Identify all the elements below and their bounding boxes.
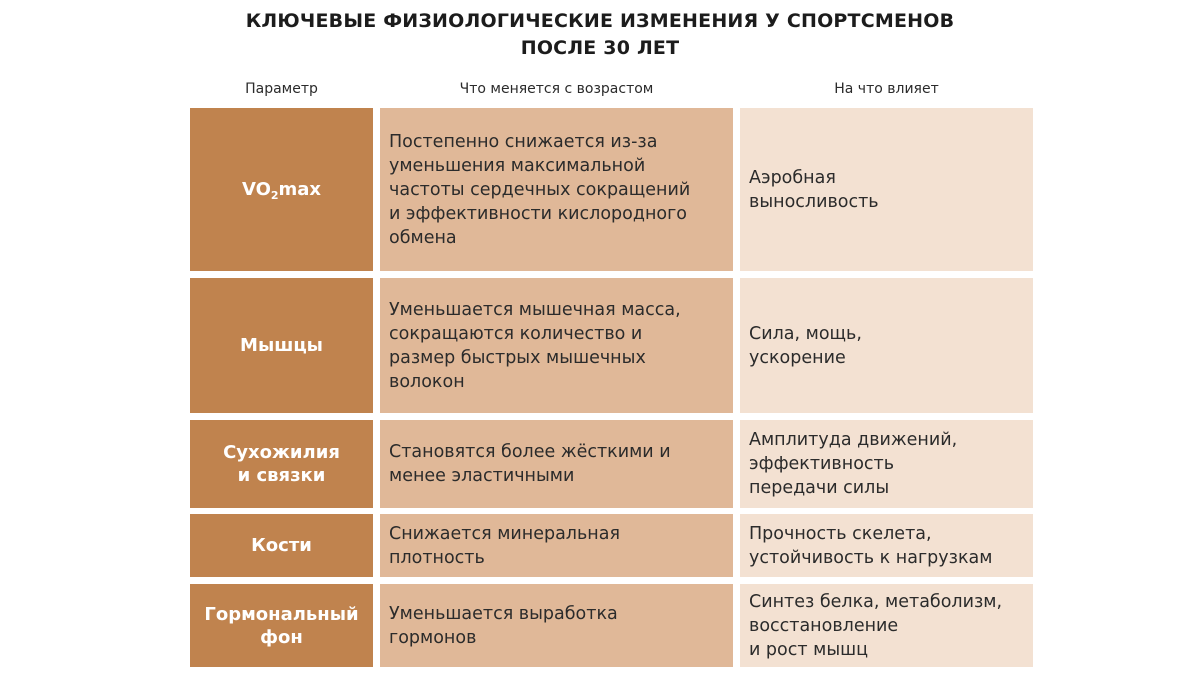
column-header-effect: На что влияет — [834, 81, 939, 97]
row-3-param-cell — [190, 420, 373, 508]
row-3-change-text: Становятся более жёсткими и менее эластичными — [389, 442, 671, 486]
row-2-param-cell — [190, 278, 373, 413]
row-5-change-text: Уменьшается выработка гормонов — [389, 603, 618, 648]
row-1-effect-text: Аэробная выносливость — [749, 167, 879, 212]
row-4-param-label: Кости — [251, 535, 312, 556]
page-title — [0, 8, 1200, 62]
row-4-effect-text: Прочность скелета, устойчивость к нагрузкам — [749, 523, 993, 568]
row-1-param-tail: max — [278, 179, 322, 200]
row-4-effect-cell — [740, 514, 1033, 577]
row-3-param-label: Сухожилия и связки — [223, 442, 340, 486]
row-5-effect-text: Синтез белка, метаболизм, восстановление и рост мышц — [749, 591, 1003, 660]
row-3-effect-cell — [740, 420, 1033, 508]
column-header-param: Параметр — [245, 81, 318, 97]
row-1-effect-cell — [740, 108, 1033, 271]
row-5-effect-cell — [740, 584, 1033, 667]
row-5-change-cell — [380, 584, 733, 667]
row-5-param-label: Гормональный фон — [204, 603, 359, 648]
row-1-param-main: VO — [241, 179, 271, 200]
column-header-change: Что меняется с возрастом — [459, 81, 654, 97]
row-1-param-subscript: 2 — [270, 189, 279, 202]
row-2-effect-text: Сила, мощь, ускорение — [749, 323, 862, 368]
row-1-change-cell — [380, 108, 733, 271]
row-5-param-cell — [190, 584, 373, 667]
row-1-param-cell — [190, 108, 373, 271]
title-line-1: КЛЮЧЕВЫЕ ФИЗИОЛОГИЧЕСКИЕ ИЗМЕНЕНИЯ У СПОРТСМЕНОВ — [245, 10, 955, 32]
row-2-param-label: Мышцы — [240, 335, 323, 356]
row-4-change-cell — [380, 514, 733, 577]
row-2-change-cell — [380, 278, 733, 413]
row-4-change-text: Снижается минеральная плотность — [389, 523, 621, 568]
row-4-param-cell — [190, 514, 373, 577]
row-3-effect-text: Амплитуда движений, эффективность передачи силы — [749, 430, 958, 498]
row-3-change-cell — [380, 420, 733, 508]
row-2-effect-cell — [740, 278, 1033, 413]
row-1-param-label — [242, 178, 321, 201]
title-line-2: ПОСЛЕ 30 ЛЕТ — [520, 37, 680, 59]
row-1-change-text: Постепенно снижается из-за уменьшения максимальной частоты сердечных сокращений и эффективности кислородного обмена — [389, 131, 691, 248]
row-2-change-text: Уменьшается мышечная масса, сокращаются количество и размер быстрых мышечных волокон — [389, 299, 681, 392]
